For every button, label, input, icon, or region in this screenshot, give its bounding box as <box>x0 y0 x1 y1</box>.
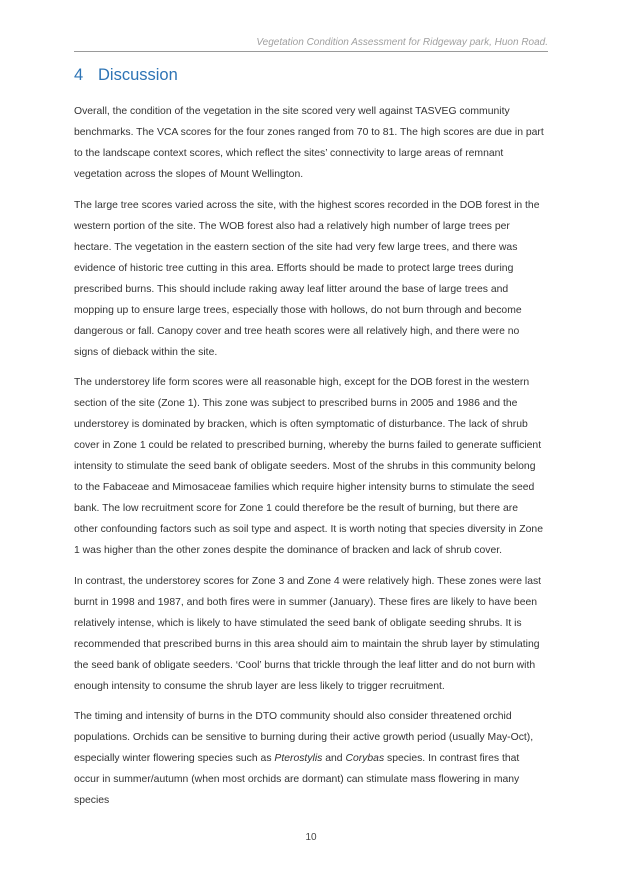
running-header: Vegetation Condition Assessment for Ridgeway park, Huon Road. <box>256 37 548 48</box>
paragraph-text: The timing and intensity of burns in the DTO community should also consider threatened orchid populations. Orchids can be sensitive to burning during their active growth period (usually May-Oct), especially winter flowering species such as <box>74 711 534 764</box>
paragraph: Overall, the condition of the vegetation in the site scored very well against TASVEG community benchmarks. The VCA scores for the four zones ranged from 70 to 81. The high scores are due in part to the landscape context scores, which reflect the sites’ connectivity to large areas of remnant vegetation across the slopes of Mount Wellington. <box>74 106 544 180</box>
paragraph: In contrast, the understorey scores for Zone 3 and Zone 4 were relatively high. These zones were last burnt in 1998 and 1987, and both fires were in summer (January). These fires are likely to have been relatively intense, which is likely to have stimulated the seed bank of obligate seeding shrubs. It is recommended that prescribed burns in this area should aim to maintain the shrub layer by stimulating the seed bank of obligate seeders. ‘Cool’ burns that trickle through the leaf litter and do not burn with enough intensity to consume the shrub layer are less likely to trigger recruitment. <box>74 575 542 692</box>
section-number: 4 <box>74 66 84 84</box>
paragraph: The understorey life form scores were all reasonable high, except for the DOB forest in the western section of the site (Zone 1). This zone was subject to prescribed burns in 2005 and 1986 and the understorey is dominated by bracken, which is often symptomatic of disturbance. The lack of shrub cover in Zone 1 could be related to prescribed burning, whereby the burns failed to generate sufficient intensity to stimulate the seed bank of obligate seeders. Most of the shrubs in this community belong to the Fabaceae and Mimosaceae families which require higher intensity burns to stimulate the seed bank. The low recruitment score for Zone 1 could therefore be the result of burning, but there are other confounding factors such as soil type and aspect. It is worth noting that species diversity in Zone 1 was higher than the other zones despite the dominance of bracken and lack of shrub cover. <box>74 377 543 556</box>
header-rule <box>74 51 548 52</box>
paragraph-text: species. In contrast fires that occur in summer/autumn (when most orchids are dormant) can stimulate mass flowering in many species <box>74 753 520 806</box>
body-text <box>74 101 544 821</box>
page-number: 10 <box>305 832 317 843</box>
species-name: Corybas <box>345 753 385 764</box>
section-title: Discussion <box>98 66 178 84</box>
section-heading <box>74 66 178 85</box>
paragraph-orchids <box>74 706 544 811</box>
paragraph-text: and <box>322 753 346 764</box>
species-name: Pterostylis <box>274 753 323 764</box>
paragraph: The large tree scores varied across the site, with the highest scores recorded in the DOB forest in the western portion of the site. The WOB forest also had a relatively high number of large trees per hectare. The vegetation in the eastern section of the site had very few large trees, and there was evidence of historic tree cutting in this area. Efforts should be made to protect large trees during prescribed burns. This should include raking away leaf litter around the base of large trees and mopping up to ensure large trees, especially those with hollows, do not burn through and become dangerous or fall. Canopy cover and tree heath scores were all relatively high, and there were no signs of dieback within the site. <box>74 199 540 358</box>
